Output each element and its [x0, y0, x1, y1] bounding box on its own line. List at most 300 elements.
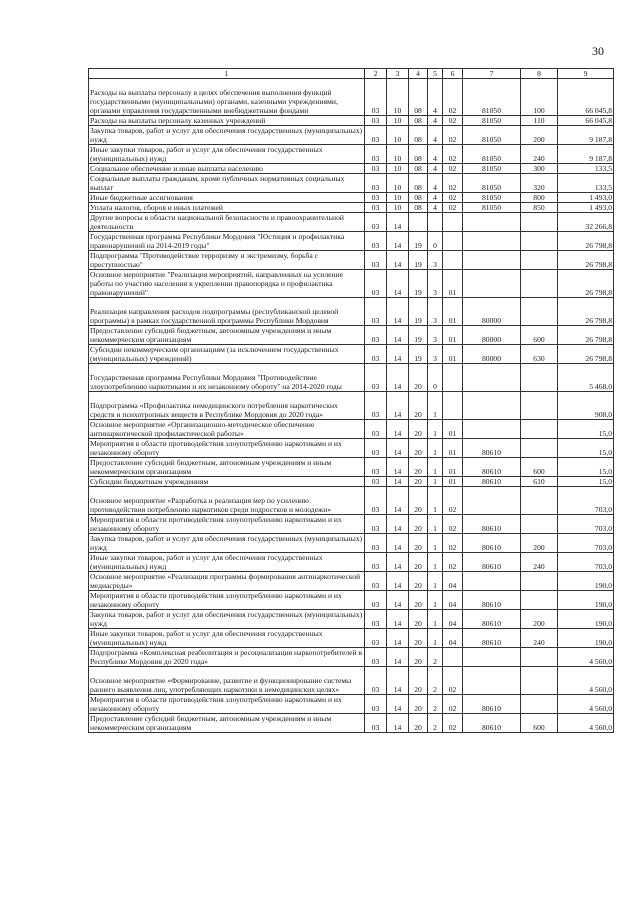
code-program: 20 — [409, 610, 428, 629]
table-row — [89, 458, 614, 477]
code-expense-type — [521, 213, 558, 232]
code-direction — [463, 232, 521, 251]
code-activity: 02 — [443, 145, 463, 164]
row-description: Социальные выплаты гражданам, кроме публичных нормативных социальных выплат — [89, 174, 365, 193]
table-row — [89, 420, 614, 439]
row-description: Мероприятия в области противодействия злоупотреблению наркотиками и их незаконному обороту — [89, 439, 365, 458]
code-program: 20 — [409, 629, 428, 648]
table-row — [89, 326, 614, 345]
code-subprogram — [428, 213, 443, 232]
row-amount: 908,0 — [558, 392, 614, 420]
code-activity: 02 — [443, 515, 463, 534]
code-ppp: 03 — [365, 326, 387, 345]
code-program: 19 — [409, 298, 428, 326]
table-row — [89, 487, 614, 515]
code-program: 19 — [409, 251, 428, 270]
code-ppp: 03 — [365, 126, 387, 145]
code-expense-type: 300 — [521, 164, 558, 174]
code-direction — [463, 648, 521, 667]
table-row — [89, 439, 614, 458]
row-description: Основное мероприятие «Формирование, развитие и функционирование системы раннего выявления лиц, употребляющих наркотики в немедицинских целях» — [89, 667, 365, 695]
row-description: Иные бюджетные ассигнования — [89, 193, 365, 203]
code-rz: 14 — [387, 326, 409, 345]
code-rz: 14 — [387, 610, 409, 629]
row-amount: 26 798,8 — [558, 270, 614, 298]
table-row — [89, 232, 614, 251]
code-direction: 80610 — [463, 534, 521, 553]
code-activity: 01 — [443, 439, 463, 458]
code-ppp: 03 — [365, 572, 387, 591]
code-rz: 14 — [387, 591, 409, 610]
code-expense-type — [521, 420, 558, 439]
code-subprogram: 1 — [428, 515, 443, 534]
code-rz: 14 — [387, 477, 409, 487]
code-ppp: 03 — [365, 345, 387, 364]
row-amount: 703,0 — [558, 534, 614, 553]
row-description: Закупка товаров, работ и услуг для обеспечения государственных (муниципальных) нужд — [89, 534, 365, 553]
table-row — [89, 298, 614, 326]
code-activity: 02 — [443, 193, 463, 203]
row-amount: 66 045,8 — [558, 79, 614, 116]
code-subprogram: 2 — [428, 714, 443, 733]
code-direction: 81050 — [463, 126, 521, 145]
code-direction — [463, 270, 521, 298]
code-ppp: 03 — [365, 174, 387, 193]
code-expense-type: 240 — [521, 629, 558, 648]
code-direction — [463, 392, 521, 420]
code-ppp: 03 — [365, 458, 387, 477]
code-direction: 80610 — [463, 458, 521, 477]
row-amount: 703,0 — [558, 515, 614, 534]
row-amount: 4 560,0 — [558, 648, 614, 667]
row-amount: 32 266,8 — [558, 213, 614, 232]
code-expense-type — [521, 572, 558, 591]
code-expense-type — [521, 439, 558, 458]
code-subprogram: 4 — [428, 193, 443, 203]
code-program: 08 — [409, 193, 428, 203]
code-rz: 14 — [387, 251, 409, 270]
row-description: Основное мероприятие "Реализация мероприятий, направленных на усиление работы по участию населения в укреплении правопорядка и профилактика правонарушений" — [89, 270, 365, 298]
code-expense-type: 240 — [521, 145, 558, 164]
code-ppp: 03 — [365, 203, 387, 213]
code-rz: 14 — [387, 629, 409, 648]
table-row — [89, 193, 614, 203]
table-row — [89, 203, 614, 213]
code-ppp: 03 — [365, 439, 387, 458]
code-direction: 80610 — [463, 591, 521, 610]
column-header: 2 — [365, 69, 387, 79]
code-activity: 04 — [443, 629, 463, 648]
table-row — [89, 553, 614, 572]
code-direction — [463, 364, 521, 392]
row-description: Мероприятия в области противодействия злоупотреблению наркотиками и их незаконному обороту — [89, 695, 365, 714]
column-header: 1 — [89, 69, 365, 79]
code-program: 08 — [409, 164, 428, 174]
table-row — [89, 714, 614, 733]
code-program: 20 — [409, 648, 428, 667]
code-program: 20 — [409, 364, 428, 392]
code-ppp: 03 — [365, 392, 387, 420]
column-header: 4 — [409, 69, 428, 79]
row-description: Расходы на выплаты персоналу в целях обеспечения выполнения функций государственными (муниципальными) органами, казенными учреждениями, органами управления государственными внебюджетными фондами — [89, 79, 365, 116]
code-ppp: 03 — [365, 629, 387, 648]
code-expense-type — [521, 298, 558, 326]
code-subprogram: 1 — [428, 420, 443, 439]
code-program: 20 — [409, 534, 428, 553]
code-subprogram: 1 — [428, 439, 443, 458]
code-expense-type: 600 — [521, 326, 558, 345]
code-expense-type: 200 — [521, 534, 558, 553]
code-rz: 14 — [387, 345, 409, 364]
code-program: 08 — [409, 203, 428, 213]
code-rz: 14 — [387, 232, 409, 251]
code-expense-type: 200 — [521, 610, 558, 629]
code-activity — [443, 364, 463, 392]
code-direction: 80000 — [463, 298, 521, 326]
column-header: 6 — [443, 69, 463, 79]
table-row — [89, 270, 614, 298]
code-activity: 01 — [443, 298, 463, 326]
page-number: 30 — [592, 44, 604, 58]
budget-table — [88, 68, 614, 733]
table-row — [89, 629, 614, 648]
code-ppp: 03 — [365, 79, 387, 116]
column-header: 7 — [463, 69, 521, 79]
code-rz: 10 — [387, 174, 409, 193]
code-subprogram: 4 — [428, 164, 443, 174]
code-rz: 14 — [387, 420, 409, 439]
code-direction — [463, 251, 521, 270]
code-subprogram: 1 — [428, 477, 443, 487]
code-subprogram: 1 — [428, 553, 443, 572]
code-subprogram: 1 — [428, 392, 443, 420]
code-program: 08 — [409, 145, 428, 164]
row-description: Иные закупки товаров, работ и услуг для обеспечения государственных (муниципальных) нужд — [89, 145, 365, 164]
row-amount: 15,0 — [558, 420, 614, 439]
code-program: 20 — [409, 487, 428, 515]
code-direction: 81050 — [463, 174, 521, 193]
code-ppp: 03 — [365, 667, 387, 695]
code-subprogram: 1 — [428, 591, 443, 610]
row-description: Основное мероприятие «Организационно-методическое обеспечение антинаркотической профилактической работы» — [89, 420, 365, 439]
code-rz: 14 — [387, 487, 409, 515]
code-program: 20 — [409, 667, 428, 695]
code-program: 19 — [409, 232, 428, 251]
row-description: Предоставление субсидий бюджетным, автономным учреждениям и иным некоммерческим организациям — [89, 326, 365, 345]
code-ppp: 03 — [365, 420, 387, 439]
code-direction: 81050 — [463, 116, 521, 126]
code-expense-type: 200 — [521, 126, 558, 145]
table-body — [89, 79, 614, 733]
code-direction: 80610 — [463, 695, 521, 714]
code-direction: 80610 — [463, 515, 521, 534]
code-program: 20 — [409, 714, 428, 733]
code-subprogram: 3 — [428, 345, 443, 364]
code-subprogram: 4 — [428, 126, 443, 145]
row-description: Подпрограмма «Профилактика немедицинского потребления наркотических средств и психотропных веществ в Республике Мордовия до 2020 года» — [89, 392, 365, 420]
code-activity: 02 — [443, 203, 463, 213]
code-subprogram: 4 — [428, 145, 443, 164]
code-ppp: 03 — [365, 116, 387, 126]
code-ppp: 03 — [365, 610, 387, 629]
code-ppp: 03 — [365, 515, 387, 534]
table-row — [89, 116, 614, 126]
code-program: 20 — [409, 515, 428, 534]
row-description: Уплата налогов, сборов и иных платежей — [89, 203, 365, 213]
code-activity: 04 — [443, 572, 463, 591]
code-rz: 10 — [387, 116, 409, 126]
code-activity: 02 — [443, 667, 463, 695]
table-row — [89, 126, 614, 145]
code-program: 20 — [409, 420, 428, 439]
code-expense-type: 100 — [521, 79, 558, 116]
code-rz: 10 — [387, 126, 409, 145]
code-subprogram: 3 — [428, 326, 443, 345]
code-activity: 01 — [443, 420, 463, 439]
code-program — [409, 213, 428, 232]
row-description: Реализация направления расходов подпрограммы (республиканской целевой программы) в рамках государственной программы Республики Мордовия — [89, 298, 365, 326]
code-expense-type: 850 — [521, 203, 558, 213]
code-subprogram: 2 — [428, 648, 443, 667]
code-expense-type: 800 — [521, 193, 558, 203]
code-direction — [463, 213, 521, 232]
code-program: 08 — [409, 126, 428, 145]
code-expense-type — [521, 392, 558, 420]
code-subprogram: 2 — [428, 667, 443, 695]
code-ppp: 03 — [365, 364, 387, 392]
code-activity: 01 — [443, 458, 463, 477]
code-rz: 14 — [387, 364, 409, 392]
code-activity — [443, 232, 463, 251]
code-subprogram: 3 — [428, 298, 443, 326]
code-expense-type: 610 — [521, 477, 558, 487]
code-direction — [463, 572, 521, 591]
code-rz: 14 — [387, 270, 409, 298]
code-expense-type — [521, 695, 558, 714]
code-subprogram: 4 — [428, 174, 443, 193]
code-subprogram: 3 — [428, 270, 443, 298]
code-subprogram: 4 — [428, 203, 443, 213]
code-expense-type: 110 — [521, 116, 558, 126]
code-rz: 14 — [387, 667, 409, 695]
code-expense-type: 240 — [521, 553, 558, 572]
code-activity — [443, 251, 463, 270]
code-direction — [463, 667, 521, 695]
code-rz: 10 — [387, 203, 409, 213]
table-row — [89, 364, 614, 392]
code-program: 20 — [409, 392, 428, 420]
code-activity: 01 — [443, 270, 463, 298]
code-rz: 14 — [387, 714, 409, 733]
row-amount: 15,0 — [558, 477, 614, 487]
column-header: 3 — [387, 69, 409, 79]
code-activity: 02 — [443, 126, 463, 145]
row-amount: 4 560,0 — [558, 695, 614, 714]
table-row — [89, 515, 614, 534]
row-amount: 190,0 — [558, 610, 614, 629]
code-activity: 02 — [443, 534, 463, 553]
code-ppp: 03 — [365, 648, 387, 667]
code-direction: 80610 — [463, 439, 521, 458]
row-description: Расходы на выплаты персоналу казенных учреждений — [89, 116, 365, 126]
code-program: 08 — [409, 116, 428, 126]
table-row — [89, 695, 614, 714]
code-program: 20 — [409, 553, 428, 572]
code-ppp: 03 — [365, 193, 387, 203]
row-description: Другие вопросы в области национальной безопасности и правоохранительной деятельности — [89, 213, 365, 232]
code-rz: 10 — [387, 164, 409, 174]
code-rz: 14 — [387, 648, 409, 667]
code-ppp: 03 — [365, 213, 387, 232]
table-row — [89, 79, 614, 116]
row-description: Мероприятия в области противодействия злоупотреблению наркотиками и их незаконному обороту — [89, 591, 365, 610]
code-expense-type — [521, 648, 558, 667]
row-description: Предоставление субсидий бюджетным, автономным учреждениям и иным некоммерческим организациям — [89, 458, 365, 477]
code-activity — [443, 213, 463, 232]
code-activity — [443, 392, 463, 420]
table-row — [89, 392, 614, 420]
code-expense-type — [521, 364, 558, 392]
row-description: Субсидии некоммерческим организациям (за исключением государственных (муниципальных) учреждений) — [89, 345, 365, 364]
code-program: 19 — [409, 345, 428, 364]
row-description: Основное мероприятие «Реализация программы формирования антинаркотической медиасреды» — [89, 572, 365, 591]
code-expense-type — [521, 270, 558, 298]
row-amount: 133,5 — [558, 174, 614, 193]
code-direction: 80000 — [463, 326, 521, 345]
row-description: Закупка товаров, работ и услуг для обеспечения государственных (муниципальных) нужд — [89, 126, 365, 145]
code-activity — [443, 648, 463, 667]
code-direction: 81050 — [463, 145, 521, 164]
code-expense-type: 320 — [521, 174, 558, 193]
row-amount: 66 045,8 — [558, 116, 614, 126]
code-rz: 10 — [387, 193, 409, 203]
column-header: 9 — [558, 69, 614, 79]
row-amount: 703,0 — [558, 487, 614, 515]
code-program: 19 — [409, 326, 428, 345]
row-amount: 133,5 — [558, 164, 614, 174]
row-amount: 26 798,8 — [558, 326, 614, 345]
table-row — [89, 572, 614, 591]
code-activity: 04 — [443, 610, 463, 629]
column-header: 5 — [428, 69, 443, 79]
row-amount: 5 468,0 — [558, 364, 614, 392]
code-activity: 02 — [443, 174, 463, 193]
code-program: 20 — [409, 695, 428, 714]
table-row — [89, 345, 614, 364]
code-program: 20 — [409, 458, 428, 477]
row-description: Закупка товаров, работ и услуг для обеспечения государственных (муниципальных) нужд — [89, 610, 365, 629]
code-expense-type — [521, 232, 558, 251]
code-expense-type: 630 — [521, 345, 558, 364]
code-direction: 80610 — [463, 553, 521, 572]
table-row — [89, 213, 614, 232]
row-description: Субсидии бюджетным учреждениям — [89, 477, 365, 487]
code-subprogram: 3 — [428, 251, 443, 270]
code-activity: 02 — [443, 695, 463, 714]
row-amount: 26 798,8 — [558, 251, 614, 270]
code-expense-type: 600 — [521, 714, 558, 733]
table-row — [89, 591, 614, 610]
code-rz: 14 — [387, 213, 409, 232]
code-subprogram: 4 — [428, 116, 443, 126]
code-subprogram: 1 — [428, 487, 443, 515]
code-direction: 80610 — [463, 477, 521, 487]
table-row — [89, 145, 614, 164]
code-direction — [463, 420, 521, 439]
table-row — [89, 251, 614, 270]
code-ppp: 03 — [365, 164, 387, 174]
row-amount: 190,0 — [558, 572, 614, 591]
code-subprogram: 2 — [428, 695, 443, 714]
code-subprogram: 1 — [428, 629, 443, 648]
row-amount: 190,0 — [558, 591, 614, 610]
code-program: 20 — [409, 572, 428, 591]
code-activity: 01 — [443, 477, 463, 487]
code-activity: 02 — [443, 164, 463, 174]
table-row — [89, 648, 614, 667]
code-rz: 14 — [387, 553, 409, 572]
row-amount: 190,0 — [558, 629, 614, 648]
code-rz: 14 — [387, 439, 409, 458]
table-row — [89, 534, 614, 553]
code-expense-type: 600 — [521, 458, 558, 477]
code-program: 20 — [409, 591, 428, 610]
code-expense-type — [521, 251, 558, 270]
code-activity: 04 — [443, 591, 463, 610]
code-ppp: 03 — [365, 534, 387, 553]
code-ppp: 03 — [365, 251, 387, 270]
table-row — [89, 174, 614, 193]
column-header: 8 — [521, 69, 558, 79]
row-description: Мероприятия в области противодействия злоупотреблению наркотиками и их незаконному обороту — [89, 515, 365, 534]
row-description: Основное мероприятие «Разработка и реализация мер по усилению противодействия потреблению наркотиков среди подростков и молодежи» — [89, 487, 365, 515]
row-description: Государственная программа Республики Мордовия "Юстиция и профилактика правонарушений на 2014-2019 годы" — [89, 232, 365, 251]
row-amount: 9 187,8 — [558, 145, 614, 164]
row-amount: 15,0 — [558, 439, 614, 458]
code-direction: 81050 — [463, 193, 521, 203]
code-subprogram: 1 — [428, 572, 443, 591]
row-amount: 15,0 — [558, 458, 614, 477]
code-expense-type — [521, 591, 558, 610]
code-subprogram: 1 — [428, 458, 443, 477]
code-activity: 01 — [443, 345, 463, 364]
code-rz: 14 — [387, 534, 409, 553]
code-ppp: 03 — [365, 714, 387, 733]
row-description: Иные закупки товаров, работ и услуг для обеспечения государственных (муниципальных) нужд — [89, 553, 365, 572]
row-amount: 26 798,8 — [558, 232, 614, 251]
code-ppp: 03 — [365, 591, 387, 610]
code-direction: 80610 — [463, 629, 521, 648]
code-subprogram: 4 — [428, 79, 443, 116]
code-direction: 80610 — [463, 610, 521, 629]
code-expense-type — [521, 515, 558, 534]
code-ppp: 03 — [365, 487, 387, 515]
code-subprogram: 0 — [428, 232, 443, 251]
code-rz: 14 — [387, 572, 409, 591]
code-rz: 14 — [387, 458, 409, 477]
row-amount: 9 187,8 — [558, 126, 614, 145]
code-rz: 10 — [387, 145, 409, 164]
code-activity: 02 — [443, 116, 463, 126]
code-expense-type — [521, 487, 558, 515]
code-direction: 81050 — [463, 164, 521, 174]
code-activity: 02 — [443, 487, 463, 515]
row-description: Иные закупки товаров, работ и услуг для обеспечения государственных (муниципальных) нужд — [89, 629, 365, 648]
code-program: 08 — [409, 79, 428, 116]
row-amount: 4 560,0 — [558, 714, 614, 733]
code-program: 19 — [409, 270, 428, 298]
row-amount: 26 798,8 — [558, 298, 614, 326]
